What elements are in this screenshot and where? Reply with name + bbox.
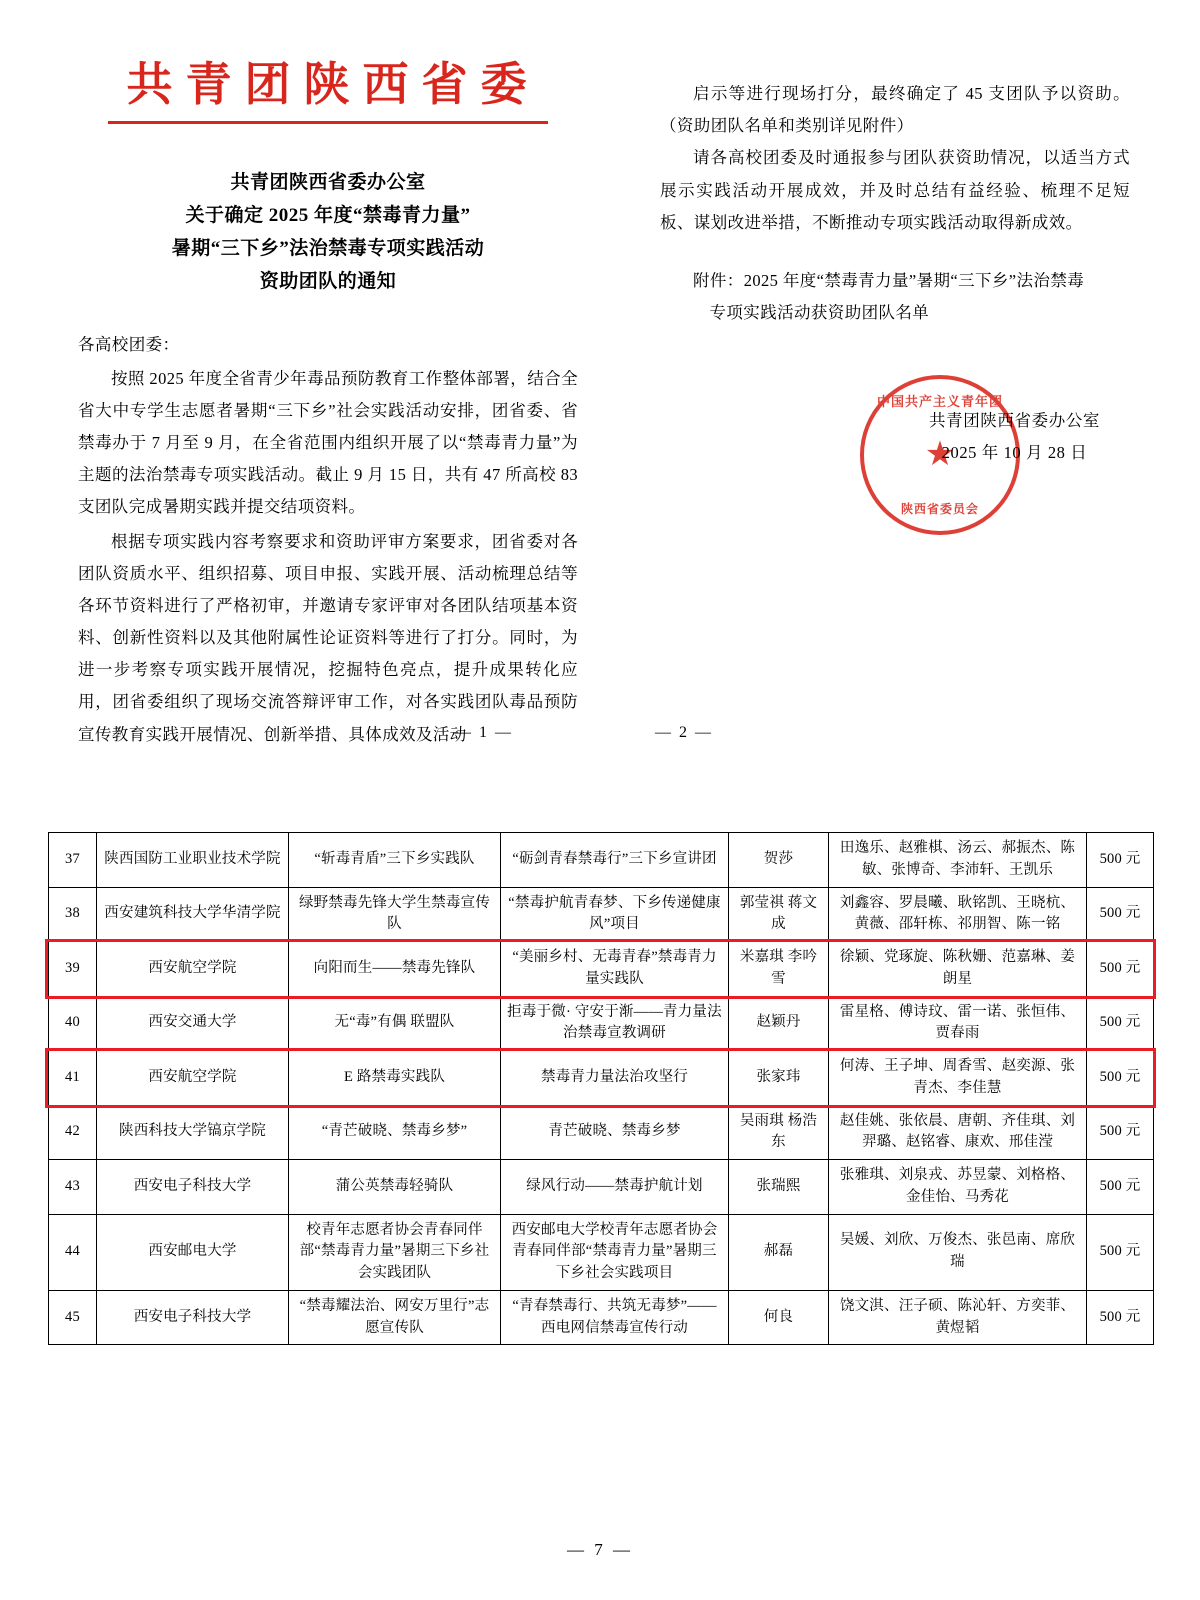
row-leader: 张家玮	[729, 1051, 829, 1106]
row-number: 44	[49, 1214, 97, 1290]
row-number: 40	[49, 996, 97, 1051]
row-project: 西安邮电大学校青年志愿者协会青春同伴部“禁毒青力量”暑期三下乡社会实践项目	[501, 1214, 729, 1290]
row-number: 45	[49, 1290, 97, 1345]
row-school: 西安航空学院	[97, 1051, 289, 1106]
row-team: 无“毒”有偶 联盟队	[289, 996, 501, 1051]
row-school: 西安交通大学	[97, 996, 289, 1051]
row-leader: 郝磊	[729, 1214, 829, 1290]
row-team: 校青年志愿者协会青春同伴部“禁毒青力量”暑期三下乡社会实践团队	[289, 1214, 501, 1290]
title-line-3: 暑期“三下乡”法治禁毒专项实践活动	[171, 238, 485, 260]
row-team: 绿野禁毒先锋大学生禁毒宣传队	[289, 887, 501, 942]
table-row	[49, 887, 1154, 942]
row-leader: 郭莹祺 蒋文成	[729, 887, 829, 942]
row-project: “青春禁毒行、共筑无毒梦”——西电网信禁毒宣传行动	[501, 1290, 729, 1345]
table-row	[49, 1214, 1154, 1290]
row-school: 陕西科技大学镐京学院	[97, 1105, 289, 1160]
row-leader: 赵颖丹	[729, 996, 829, 1051]
row-members: 徐颖、党琢旋、陈秋姗、范嘉琳、姜朗星	[829, 942, 1087, 997]
row-project: “禁毒护航青春梦、下乡传递健康风”项目	[501, 887, 729, 942]
row-amount: 500 元	[1087, 1290, 1154, 1345]
row-number: 42	[49, 1105, 97, 1160]
page-number-right: — 2 —	[655, 724, 713, 741]
row-leader: 贺莎	[729, 833, 829, 888]
table-row	[49, 1051, 1154, 1106]
row-members: 田逸乐、赵雅棋、汤云、郝振杰、陈敏、张博奇、李沛轩、王凯乐	[829, 833, 1087, 888]
letter-section	[0, 0, 1200, 770]
row-leader: 何良	[729, 1290, 829, 1345]
row-number: 37	[49, 833, 97, 888]
row-number: 41	[49, 1051, 97, 1106]
row-amount: 500 元	[1087, 833, 1154, 888]
row-team: 向阳而生——禁毒先锋队	[289, 942, 501, 997]
row-number: 43	[49, 1160, 97, 1215]
attachment-line-2: 专项实践活动获资助团队名单	[709, 303, 930, 323]
paragraph-3: 启示等进行现场打分，最终确定了 45 支团队予以资助。（资助团队名单和类别详见附件）	[660, 84, 1130, 136]
row-project: 绿风行动——禁毒护航计划	[501, 1160, 729, 1215]
page-number-left: — 1 —	[455, 724, 513, 741]
table-row	[49, 833, 1154, 888]
row-leader: 米嘉琪 李吟雪	[729, 942, 829, 997]
row-amount: 500 元	[1087, 1214, 1154, 1290]
paragraph-1: 按照 2025 年度全省青少年毒品预防教育工作整体部署，结合全省大中专学生志愿者暑期“三下乡”社会实践活动安排，团省委、省禁毒办于 7 月至 9 月，在全省范围内组织开展了以“禁毒青力量”为主题的法治禁毒专项实践活动。截止 9 月 15 日，共有 47 所高校 83 支团队完成暑期实践并提交结项资料。	[78, 368, 578, 517]
row-members: 赵佳姚、张依晨、唐朝、齐佳琪、刘羿璐、赵铭睿、康欢、邢佳滢	[829, 1105, 1087, 1160]
salutation: 各高校团委：	[78, 334, 180, 354]
row-amount: 500 元	[1087, 996, 1154, 1051]
row-project: 青芒破晓、禁毒乡梦	[501, 1105, 729, 1160]
page-number-bottom: — 7 —	[567, 1540, 633, 1559]
row-number: 39	[49, 942, 97, 997]
row-team: “禁毒耀法治、网安万里行”志愿宣传队	[289, 1290, 501, 1345]
row-leader: 吴雨琪 杨浩东	[729, 1105, 829, 1160]
table-row	[49, 1160, 1154, 1215]
signature-date: 2025 年 10 月 28 日	[941, 442, 1088, 462]
row-leader: 张瑞熙	[729, 1160, 829, 1215]
row-team: E 路禁毒实践队	[289, 1051, 501, 1106]
table-row	[49, 1105, 1154, 1160]
row-members: 雷星格、傅诗玟、雷一诺、张恒伟、贾春雨	[829, 996, 1087, 1051]
row-amount: 500 元	[1087, 1051, 1154, 1106]
row-school: 西安建筑科技大学华清学院	[97, 887, 289, 942]
table-row	[49, 1290, 1154, 1345]
title-line-2: 关于确定 2025 年度“禁毒青力量”	[185, 204, 471, 226]
row-amount: 500 元	[1087, 887, 1154, 942]
row-school: 西安邮电大学	[97, 1214, 289, 1290]
paragraph-2: 根据专项实践内容考察要求和资助评审方案要求，团省委对各团队资质水平、组织招募、项目申报、实践开展、活动梳理总结等各环节资料进行了严格初审，并邀请专家评审对各团队结项基本资料、创新性资料以及其他附属性论证资料等进行了打分。同时，为进一步考察专项实践开展情况，挖掘特色亮点，提升成果转化应用，团省委组织了现场交流答辩评审工作，对各实践团队毒品预防宣传教育实践开展情况、创新举措、具体成效及活动	[78, 531, 578, 744]
letter-right-column	[660, 78, 1130, 525]
star-icon: ★	[924, 436, 956, 474]
row-team: “青芒破晓、禁毒乡梦”	[289, 1105, 501, 1160]
row-project: “砺剑青春禁毒行”三下乡宣讲团	[501, 833, 729, 888]
row-members: 张雅琪、刘泉戎、苏昱蒙、刘格格、金佳怡、马秀花	[829, 1160, 1087, 1215]
row-project: 拒毒于微· 守安于渐——青力量法治禁毒宣教调研	[501, 996, 729, 1051]
row-members: 吴媛、刘欣、万俊杰、张邑南、席欣瑞	[829, 1214, 1087, 1290]
row-amount: 500 元	[1087, 942, 1154, 997]
row-school: 西安电子科技大学	[97, 1160, 289, 1215]
table-row	[49, 942, 1154, 997]
row-team: 蒲公英禁毒轻骑队	[289, 1160, 501, 1215]
row-school: 西安电子科技大学	[97, 1290, 289, 1345]
attachment-line-1: 附件：2025 年度“禁毒青力量”暑期“三下乡”法治禁毒	[693, 270, 1085, 290]
row-members: 饶文淇、汪子硕、陈沁轩、方奕菲、黄煜韬	[829, 1290, 1087, 1345]
row-team: “斩毒青盾”三下乡实践队	[289, 833, 501, 888]
masthead-rule	[108, 121, 548, 124]
funded-teams-table	[48, 832, 1153, 1345]
row-members: 何涛、王子坤、周香雪、赵奕源、张青杰、李佳慧	[829, 1051, 1087, 1106]
document-title	[78, 166, 578, 299]
row-project: “美丽乡村、无毒青春”禁毒青力量实践队	[501, 942, 729, 997]
signature-block	[660, 375, 1130, 525]
paragraph-4: 请各高校团委及时通报参与团队获资助情况，以适当方式展示实践活动开展成效，并及时总结有益经验、梳理不足短板、谋划改进举措，不断推动专项实践活动取得新成效。	[660, 148, 1130, 232]
title-line-4: 资助团队的通知	[259, 271, 397, 293]
letter-left-column	[78, 60, 578, 751]
signature-lines	[929, 405, 1100, 468]
table-row	[49, 996, 1154, 1051]
masthead-title: 共青团陕西省委	[126, 59, 540, 110]
title-line-1: 共青团陕西省委办公室	[230, 171, 426, 193]
row-amount: 500 元	[1087, 1160, 1154, 1215]
row-school: 西安航空学院	[97, 942, 289, 997]
signature-organization: 共青团陕西省委办公室	[929, 411, 1100, 431]
row-school: 陕西国防工业职业技术学院	[97, 833, 289, 888]
row-number: 38	[49, 887, 97, 942]
seal-bottom-text: 陕西省委员会	[900, 502, 979, 517]
row-amount: 500 元	[1087, 1105, 1154, 1160]
row-project: 禁毒青力量法治攻坚行	[501, 1051, 729, 1106]
seal-top-text: 中国共产主义青年团	[876, 394, 1003, 410]
row-members: 刘鑫容、罗晨曦、耿铭凯、王晓杭、黄薇、邵轩栋、祁朋智、陈一铭	[829, 887, 1087, 942]
